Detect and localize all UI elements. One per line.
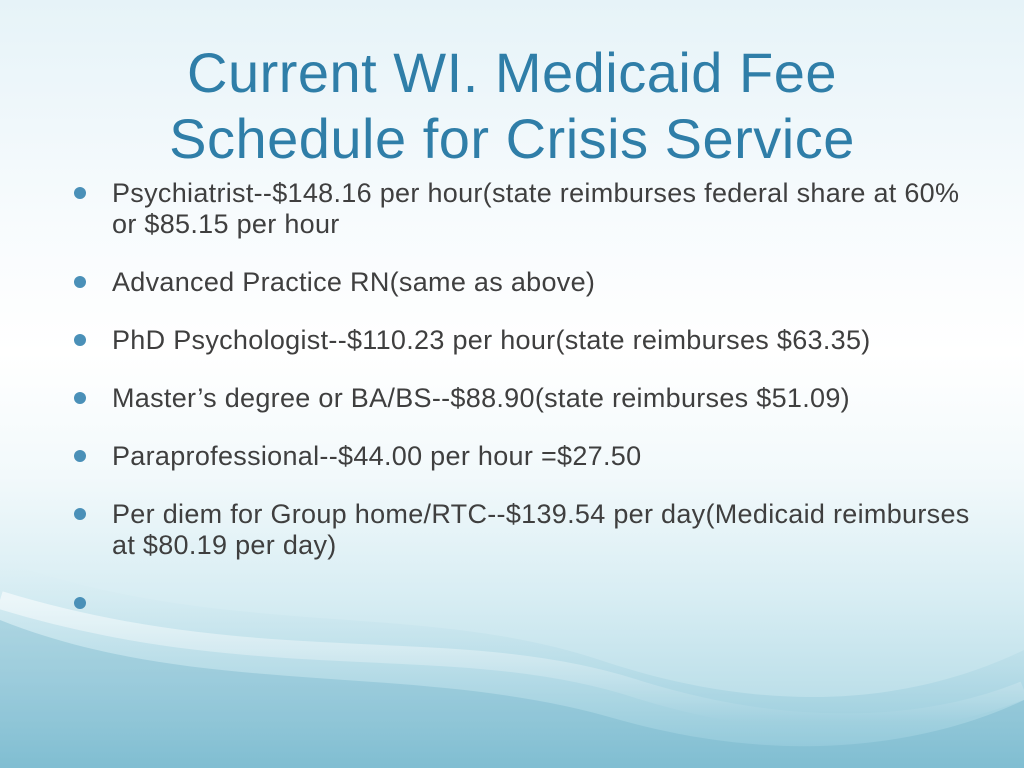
bullet-text: Paraprofessional--$44.00 per hour =$27.50 xyxy=(112,441,642,471)
bullet-item-empty xyxy=(72,588,972,619)
bullet-dot-icon xyxy=(74,334,86,346)
bullet-item-per-diem xyxy=(72,499,972,561)
bullet-item-phd-psychologist xyxy=(72,325,972,356)
bullet-item-paraprofessional xyxy=(72,441,972,472)
bullet-text: Psychiatrist--$148.16 per hour(state reimburses federal share at 60% or $85.15 per hour xyxy=(112,178,960,239)
bullet-text: Master’s degree or BA/BS--$88.90(state reimburses $51.09) xyxy=(112,383,850,413)
bullet-text: Advanced Practice RN(same as above) xyxy=(112,267,596,297)
bullet-dot-icon xyxy=(74,450,86,462)
bullet-dot-icon xyxy=(74,187,86,199)
title-line-2: Schedule for Crisis Service xyxy=(169,106,855,170)
title-line-1: Current WI. Medicaid Fee xyxy=(187,40,837,104)
bullet-text: PhD Psychologist--$110.23 per hour(state reimburses $63.35) xyxy=(112,325,871,355)
slide-title xyxy=(40,40,984,172)
bullet-dot-icon xyxy=(74,597,86,609)
bullet-text: Per diem for Group home/RTC--$139.54 per day(Medicaid reimburses at $80.19 per day) xyxy=(112,499,970,560)
bullet-dot-icon xyxy=(74,276,86,288)
bullet-dot-icon xyxy=(74,508,86,520)
bullet-item-advanced-practice-rn xyxy=(72,267,972,298)
bullet-dot-icon xyxy=(74,392,86,404)
bullet-list xyxy=(72,178,972,646)
bullet-item-psychiatrist xyxy=(72,178,972,240)
bullet-item-masters-degree xyxy=(72,383,972,414)
